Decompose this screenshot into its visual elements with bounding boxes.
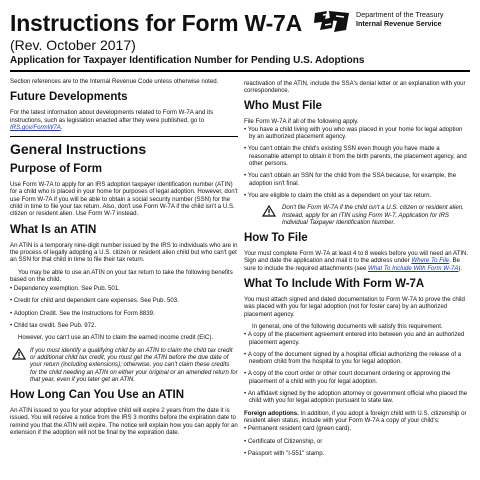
list-item: • Dependency exemption. See Pub. 501. [10, 285, 238, 292]
list-item: • You can't obtain the child's existing SSN even though you have made a reasonable attempt to obtain it from the birth parents, the placement agency, and other persons. [244, 145, 470, 167]
future-developments-text: For the latest information about developments related to Form W-7A and its instructions, such as legislation enacted after they were published, go to IRS.gov/FormW7A. [10, 109, 214, 131]
list-item: • Certificate of Citizenship, or [244, 438, 470, 445]
future-link[interactable]: IRS.gov/FormW7A [10, 123, 61, 131]
atin-heading: What Is an ATIN [10, 223, 97, 236]
caution-icon [262, 205, 276, 217]
right-column [244, 80, 470, 462]
list-item: • Child tax credit. See Pub. 972. [10, 322, 238, 329]
intro-text: Section references are to the Internal Revenue Code unless otherwise noted. [10, 78, 219, 85]
revision-date: (Rev. October 2017) [10, 37, 136, 53]
document-list [244, 331, 470, 404]
section-rule [10, 136, 238, 137]
who-intro: File Form W-7A if all of the following apply. [244, 117, 359, 125]
future-developments-heading: Future Developments [10, 91, 128, 104]
list-item: • Passport with "I-551" stamp. [244, 450, 470, 457]
how-to-file-heading: How To File [244, 232, 308, 245]
foreign-adoptions-text: Foreign adoptions. In addition, if you adopt a foreign child with U.S. citizenship or resident alien status, include with your Form W-7A a copy of your child's: [244, 409, 467, 424]
general-instructions-heading: General Instructions [10, 141, 147, 158]
list-item: • Credit for child and dependent care expenses. See Pub. 503. [10, 297, 238, 304]
list-item: • Adoption Credit. See the Instructions for Form 8839. [10, 310, 238, 317]
caution-icon [12, 348, 26, 360]
how-long-text: An ATIN issued to you for your adoptive child will expire 2 years from the date it is issued. You will receive a notice from the IRS 3 months before the expiration date to remind you that the ATIN will expire. The notice will explain how you can apply for an extension if the adoption will not be final by the expiration date. [10, 407, 238, 437]
how-to-file-text: Your must complete Form W-7A at least 4 to 8 weeks before you will need an ATIN. Sign and date the application and mail it to the address under Where To File. Be sure to include the required attachments (see What To Include With Form W-7A). [244, 250, 469, 272]
list-item: • Permanent resident card (green card), [244, 425, 470, 432]
itin-note: Don't file Form W-7A if the child isn't a U.S. citizen or resident alien. Instead, apply for an ITIN using Form W-7, Application for IRS Individual Taxpayer Identification Number. [244, 204, 470, 226]
who-must-file-heading: Who Must File [244, 99, 322, 112]
list-item: • A copy of the document signed by a hospital official authorizing the release of a newborn child from the hospital to you for legal adoption. [244, 351, 470, 366]
what-to-include-link[interactable]: What To Include With Form W-7A [367, 264, 459, 272]
left-column [10, 78, 238, 441]
atin-text: An ATIN is a temporary nine-digit number issued by the IRS to individuals who are in the process of legally adopting a U.S. citizen or resident alien child but who can't get an SSN for that child in time to file their tax return. [10, 241, 238, 264]
header-rule [10, 70, 470, 72]
list-item: • An affidavit signed by the adoption attorney or government official who placed the child with you for legal adoption pursuant to state law. [244, 390, 470, 405]
form-subtitle: Application for Taxpayer Identification Number for Pending U.S. Adoptions [10, 55, 365, 66]
atin-text-2: You may be able to use an ATIN on your tax return to take the following benefits based on the child. [10, 268, 233, 283]
what-to-include-text: You must attach signed and dated documentation to Form W-7A to prove the child was placed with you for legal adoption (not for foster care) by an authorized placement agency. [244, 296, 465, 318]
reactivation-text: reactivation of the ATIN, include the SSA's denial letter or an explanation with your correspondence. [244, 80, 466, 95]
list-item: • You can't obtain an SSN for the child from the SSA because, for example, the adoption isn't final. [244, 172, 470, 187]
list-item: • You have a child living with you who was placed in your home for legal adoption by an authorized placement agency. [244, 126, 470, 141]
purpose-text: Use Form W-7A to apply for an IRS adoption taxpayer identification number (ATIN) for a child who is placed in your home for purposes of legal adoption. However, don't use Form W-7A if you will be able to obtain a social security number (SSN) for the child in time to file your tax return. Also, don't use Form W-7A if the child isn't a U.S. citizen or resident alien. Use Form W-7 instead. [10, 181, 238, 218]
what-to-include-heading: What To Include With Form W-7A [244, 278, 425, 291]
list-item: • A copy of the placement agreement entered into between you and an authorized placement agency. [244, 331, 470, 346]
department-name: Department of the Treasury Internal Revenue Service [356, 10, 444, 28]
purpose-heading: Purpose of Form [10, 163, 103, 176]
irs-eagle-logo [312, 8, 352, 34]
how-long-heading: How Long Can You Use an ATIN [10, 389, 184, 402]
where-to-file-link[interactable]: Where To File [411, 257, 450, 265]
general-requirement-text: In general, one of the following documents will satisfy this requirement. [252, 322, 443, 330]
page-title: Instructions for Form W-7A [10, 10, 303, 36]
list-item: • A copy of the court order or other court document ordering or approving the placement of a child with you for legal adoption. [244, 370, 470, 385]
list-item: • You are eligible to claim the child as a dependent on your tax return. [244, 192, 470, 199]
caution-note: If you must identify a qualifying child by an ATIN to claim the child tax credit or additional child tax credit, you must get the ATIN before the due date of your return (including extensions); otherwise, you can't claim these credits for the child needing an ATIN on either your original or an amended return for that year, even if you later get an ATIN. [10, 347, 238, 383]
who-list [244, 126, 470, 199]
foreign-list [244, 425, 470, 457]
eic-text: However, you can't use an ATIN to claim the earned income credit (EIC). [18, 334, 214, 342]
benefits-list [10, 285, 238, 329]
